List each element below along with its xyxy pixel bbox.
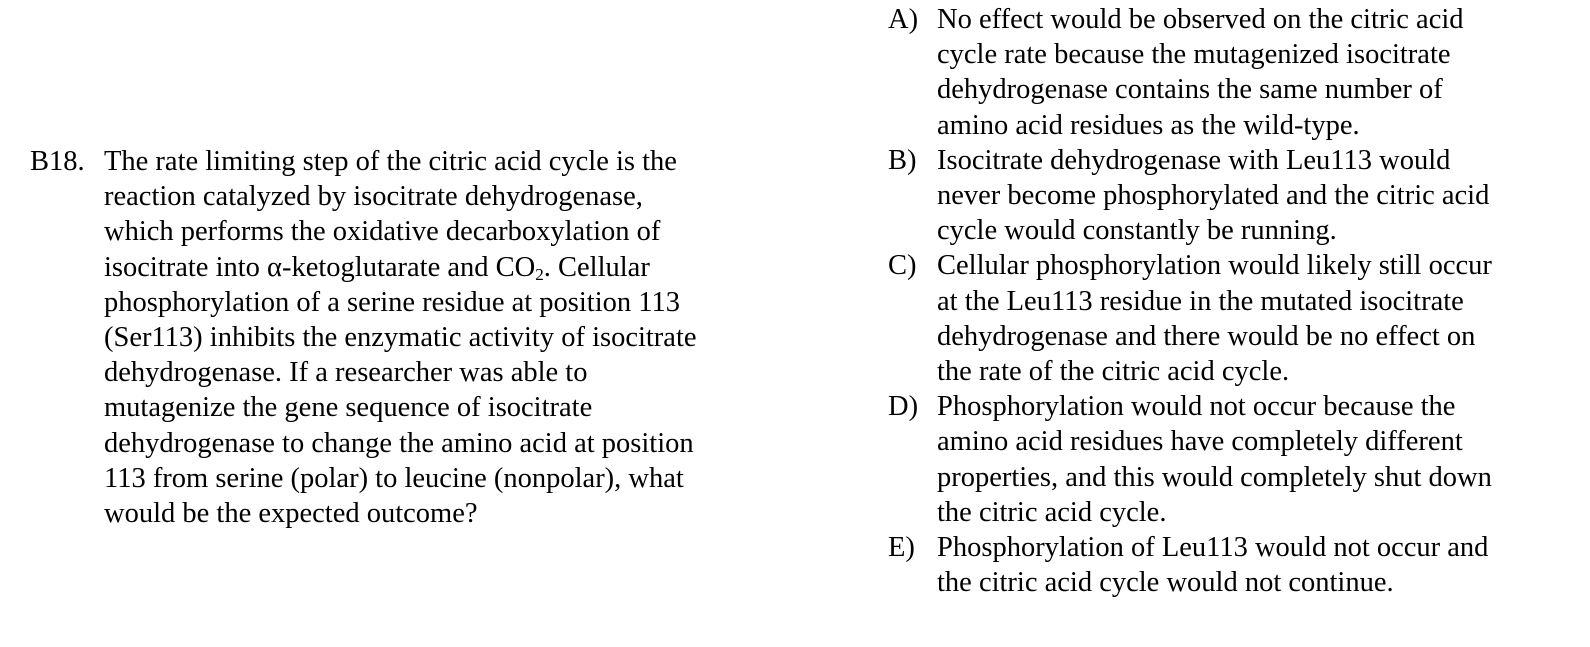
option-text [937, 143, 1577, 249]
option-letter: E) [888, 532, 915, 564]
option-text [937, 389, 1577, 530]
question-line: dehydrogenase. If a researcher was able to [104, 357, 588, 389]
option-d [888, 389, 1588, 530]
option-line: cycle rate because the mutagenized isocitrate [937, 39, 1451, 71]
option-line: cycle would constantly be running. [937, 215, 1337, 247]
option-a [888, 2, 1588, 143]
option-line: Isocitrate dehydrogenase with Leu113 would [937, 144, 1451, 176]
option-line: the citric acid cycle would not continue. [937, 567, 1394, 599]
question-line: The rate limiting step of the citric acid cycle is the [104, 146, 677, 177]
question-line: phosphorylation of a serine residue at position 113 [104, 286, 680, 318]
option-letter: C) [888, 250, 917, 282]
co2-subscript: 2 [535, 265, 544, 285]
option-line: amino acid residues have completely different [937, 426, 1463, 458]
option-letter: A) [888, 4, 919, 35]
option-line: never become phosphorylated and the citric acid [937, 180, 1490, 212]
question-line-part: . Cellular [543, 251, 650, 283]
question-line: (Ser113) inhibits the enzymatic activity of isocitrate [104, 322, 697, 354]
option-line: the rate of the citric acid cycle. [937, 356, 1290, 388]
answer-options [888, 2, 1588, 600]
question-line-co2 [104, 250, 760, 285]
question-line: which performs the oxidative decarboxylation of [104, 216, 661, 248]
option-line: dehydrogenase and there would be no effect on [937, 320, 1476, 352]
question-line-part: isocitrate into α-ketoglutarate and CO [104, 251, 536, 283]
question-line: mutagenize the gene sequence of isocitrate [104, 392, 593, 424]
question-number: B18. [30, 146, 85, 177]
option-line: at the Leu113 residue in the mutated isocitrate [937, 285, 1464, 317]
option-c [888, 248, 1588, 389]
question-line: 113 from serine (polar) to leucine (nonpolar), what [104, 462, 684, 494]
option-letter: D) [888, 391, 919, 423]
question-line: reaction catalyzed by isocitrate dehydrogenase, [104, 181, 643, 213]
question-block [30, 144, 760, 531]
option-e [888, 530, 1588, 600]
option-line: dehydrogenase contains the same number of [937, 74, 1443, 106]
option-line: Cellular phosphorylation would likely still occur [937, 250, 1492, 282]
question-line: dehydrogenase to change the amino acid at position [104, 427, 694, 459]
option-text [937, 530, 1577, 600]
question-line: would be the expected outcome? [104, 498, 478, 530]
option-line: Phosphorylation would not occur because the [937, 391, 1456, 423]
question-stem [104, 144, 760, 531]
option-line: No effect would be observed on the citric acid [937, 4, 1464, 35]
option-line: the citric acid cycle. [937, 496, 1167, 528]
option-b [888, 143, 1588, 249]
option-letter: B) [888, 144, 917, 176]
option-text [937, 248, 1577, 389]
option-line: properties, and this would completely shut down [937, 461, 1492, 493]
option-line: Phosphorylation of Leu113 would not occur and [937, 532, 1489, 564]
option-text [937, 2, 1577, 143]
option-line: amino acid residues as the wild-type. [937, 109, 1360, 141]
